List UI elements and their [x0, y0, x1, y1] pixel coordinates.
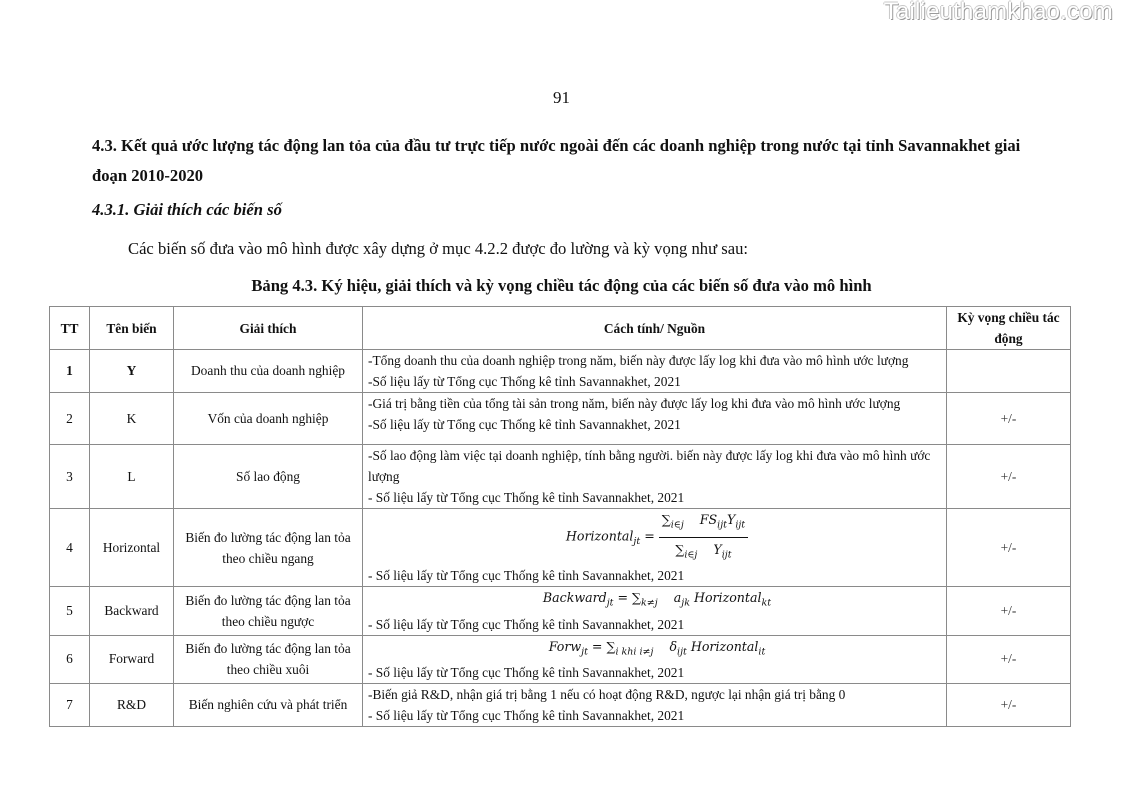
- cell-expectation: +/-: [947, 509, 1071, 587]
- method-line: - Số liệu lấy từ Tổng cục Thống kê tỉnh Savannakhet, 2021: [368, 665, 685, 681]
- cell-method: [363, 509, 947, 587]
- method-line: -Số lao động làm việc tại doanh nghiệp, tính bằng người. biến này được lấy log khi đưa vào mô hình ước lượng: [368, 448, 931, 484]
- cell-method: [363, 445, 947, 509]
- formula-sub: ijt: [721, 549, 732, 561]
- method-line: - Số liệu lấy từ Tổng cục Thống kê tỉnh Savannakhet, 2021: [368, 708, 685, 724]
- header-name: Tên biến: [90, 307, 174, 350]
- cell-expectation: +/-: [947, 684, 1071, 727]
- cell-explanation: Doanh thu của doanh nghiệp: [174, 350, 363, 393]
- formula-term: δ: [669, 638, 678, 654]
- cell-tt: 2: [50, 393, 90, 445]
- cell-name: L: [90, 445, 174, 509]
- header-method: Cách tính/ Nguồn: [363, 307, 947, 350]
- cell-tt: 1: [50, 350, 90, 393]
- method-line: -Biến giả R&D, nhận giá trị bằng 1 nếu có hoạt động R&D, ngược lại nhận giá trị bằng 0: [368, 687, 846, 703]
- method-line: -Số liệu lấy từ Tổng cục Thống kê tỉnh Savannakhet, 2021: [368, 374, 681, 389]
- sum-sign: ∑: [675, 541, 685, 557]
- sum-sign: ∑: [661, 512, 671, 527]
- formula-term: Y: [713, 541, 722, 557]
- subsection-title: 4.3.1. Giải thích các biến số: [92, 200, 282, 219]
- cell-name: R&D: [90, 684, 174, 727]
- formula-term: Y: [726, 512, 736, 527]
- table-row: [50, 684, 1071, 727]
- formula-term: a: [673, 590, 682, 606]
- cell-explanation: Biến đo lường tác động lan tỏa theo chiều ngược: [174, 587, 363, 636]
- cell-tt: 6: [50, 635, 90, 684]
- forward-formula: Forw$_{jt}$ = $\sum_{i khi i\ne j}$ $\delta_{ijt}$ Horizontal$_{it}$: [548, 638, 766, 658]
- formula-lhs: Horizontal: [565, 528, 634, 544]
- formula-sub: ijt: [735, 519, 746, 531]
- cell-name: K: [90, 393, 174, 445]
- page-number: 91: [553, 88, 570, 107]
- formula-lhs: Backward: [542, 590, 607, 606]
- formula-sub: ijt: [717, 519, 727, 531]
- cell-explanation: Vốn của doanh nghiệp: [174, 393, 363, 445]
- method-line: - Số liệu lấy từ Tổng cục Thống kê tỉnh Savannakhet, 2021: [368, 616, 685, 632]
- cell-explanation: Biến nghiên cứu và phát triển: [174, 684, 363, 727]
- cell-expectation: +/-: [947, 635, 1071, 684]
- formula-sub: ijt: [677, 646, 687, 658]
- cell-tt: 5: [50, 587, 90, 636]
- method-line: - Số liệu lấy từ Tổng cục Thống kê tỉnh Savannakhet, 2021: [368, 490, 685, 505]
- formula-sub: jt: [606, 597, 614, 609]
- cell-expectation: +/-: [947, 393, 1071, 445]
- table-caption: Bảng 4.3. Ký hiệu, giải thích và kỳ vọng chiều tác động của các biến số đưa vào mô hình: [251, 276, 872, 295]
- table-row: [50, 509, 1071, 587]
- cell-expectation: [947, 350, 1071, 393]
- formula-sub: k≠j: [641, 597, 658, 609]
- cell-explanation: Biến đo lường tác động lan tỏa theo chiều xuôi: [174, 635, 363, 684]
- header-expectation: Kỳ vọng chiều tác động: [947, 307, 1071, 350]
- cell-method: [363, 350, 947, 393]
- table-row: [50, 445, 1071, 509]
- formula-term: Horizontal: [690, 638, 759, 654]
- formula-sub: jt: [633, 536, 641, 548]
- intro-paragraph: Các biến số đưa vào mô hình được xây dựng ở mục 4.2.2 được đo lường và kỳ vọng như sau:: [128, 239, 748, 258]
- table-row: [50, 393, 1071, 445]
- cell-name: Forward: [90, 635, 174, 684]
- cell-method: [363, 684, 947, 727]
- formula-term: FS: [699, 512, 718, 527]
- cell-name: Backward: [90, 587, 174, 636]
- cell-tt: 4: [50, 509, 90, 587]
- formula-term: Horizontal: [693, 590, 762, 606]
- variables-table: [49, 306, 1071, 727]
- cell-explanation: Biến đo lường tác động lan tỏa theo chiều ngang: [174, 509, 363, 587]
- sum-sign: ∑: [632, 590, 642, 606]
- method-line: -Tổng doanh thu của doanh nghiệp trong năm, biến này được lấy log khi đưa vào mô hình ước lượng: [368, 353, 909, 368]
- formula-sub: kt: [761, 597, 772, 609]
- watermark: Tailieuthamkhao.com: [883, 0, 1113, 25]
- formula-sub: i∈j: [684, 549, 698, 561]
- cell-tt: 3: [50, 445, 90, 509]
- sum-sign: ∑: [606, 638, 616, 654]
- formula-fraction: [659, 509, 748, 565]
- header-tt: TT: [50, 307, 90, 350]
- section-title: 4.3. Kết quả ước lượng tác động lan tỏa của đầu tư trực tiếp nước ngoài đến các doanh nghiệp trong nước tại tỉnh Savannakhet giai đoạn 2010-2020: [92, 136, 1021, 185]
- formula-sub: jt: [581, 646, 588, 658]
- method-line: -Số liệu lấy từ Tổng cục Thống kê tỉnh Savannakhet, 2021: [368, 417, 681, 432]
- formula-sub: i khi i≠j: [615, 646, 654, 658]
- table-row: [50, 350, 1071, 393]
- formula-lhs: Forw: [548, 638, 582, 654]
- cell-method: [363, 635, 947, 684]
- backward-formula: Backward$_{jt}$ = $\sum_{k\ne j}$ $a_{jk}$ Horizontal$_{kt}$: [542, 590, 772, 609]
- formula-sub: it: [758, 646, 766, 658]
- horizontal-formula: Horizontal$_{jt}$ = $\frac{\sum_{i\in j} FS_{ijt}Y_{ijt}}{\sum_{i\in j} Y_{ijt}}$: [368, 509, 946, 565]
- formula-sub: i∈j: [670, 519, 684, 531]
- method-line: - Số liệu lấy từ Tổng cục Thống kê tỉnh Savannakhet, 2021: [368, 568, 685, 584]
- method-line: -Giá trị bằng tiền của tổng tài sản trong năm, biến này được lấy log khi đưa vào mô hình ước lượng: [368, 396, 901, 411]
- table-row: [50, 635, 1071, 684]
- table-header-row: [50, 307, 1071, 350]
- cell-method: [363, 393, 947, 445]
- cell-name: Horizontal: [90, 509, 174, 587]
- cell-name: Y: [90, 350, 174, 393]
- cell-expectation: +/-: [947, 587, 1071, 636]
- formula-sub: jk: [681, 597, 690, 609]
- cell-explanation: Số lao động: [174, 445, 363, 509]
- table-row: [50, 587, 1071, 636]
- cell-expectation: +/-: [947, 445, 1071, 509]
- cell-method: [363, 587, 947, 636]
- header-explanation: Giải thích: [174, 307, 363, 350]
- cell-tt: 7: [50, 684, 90, 727]
